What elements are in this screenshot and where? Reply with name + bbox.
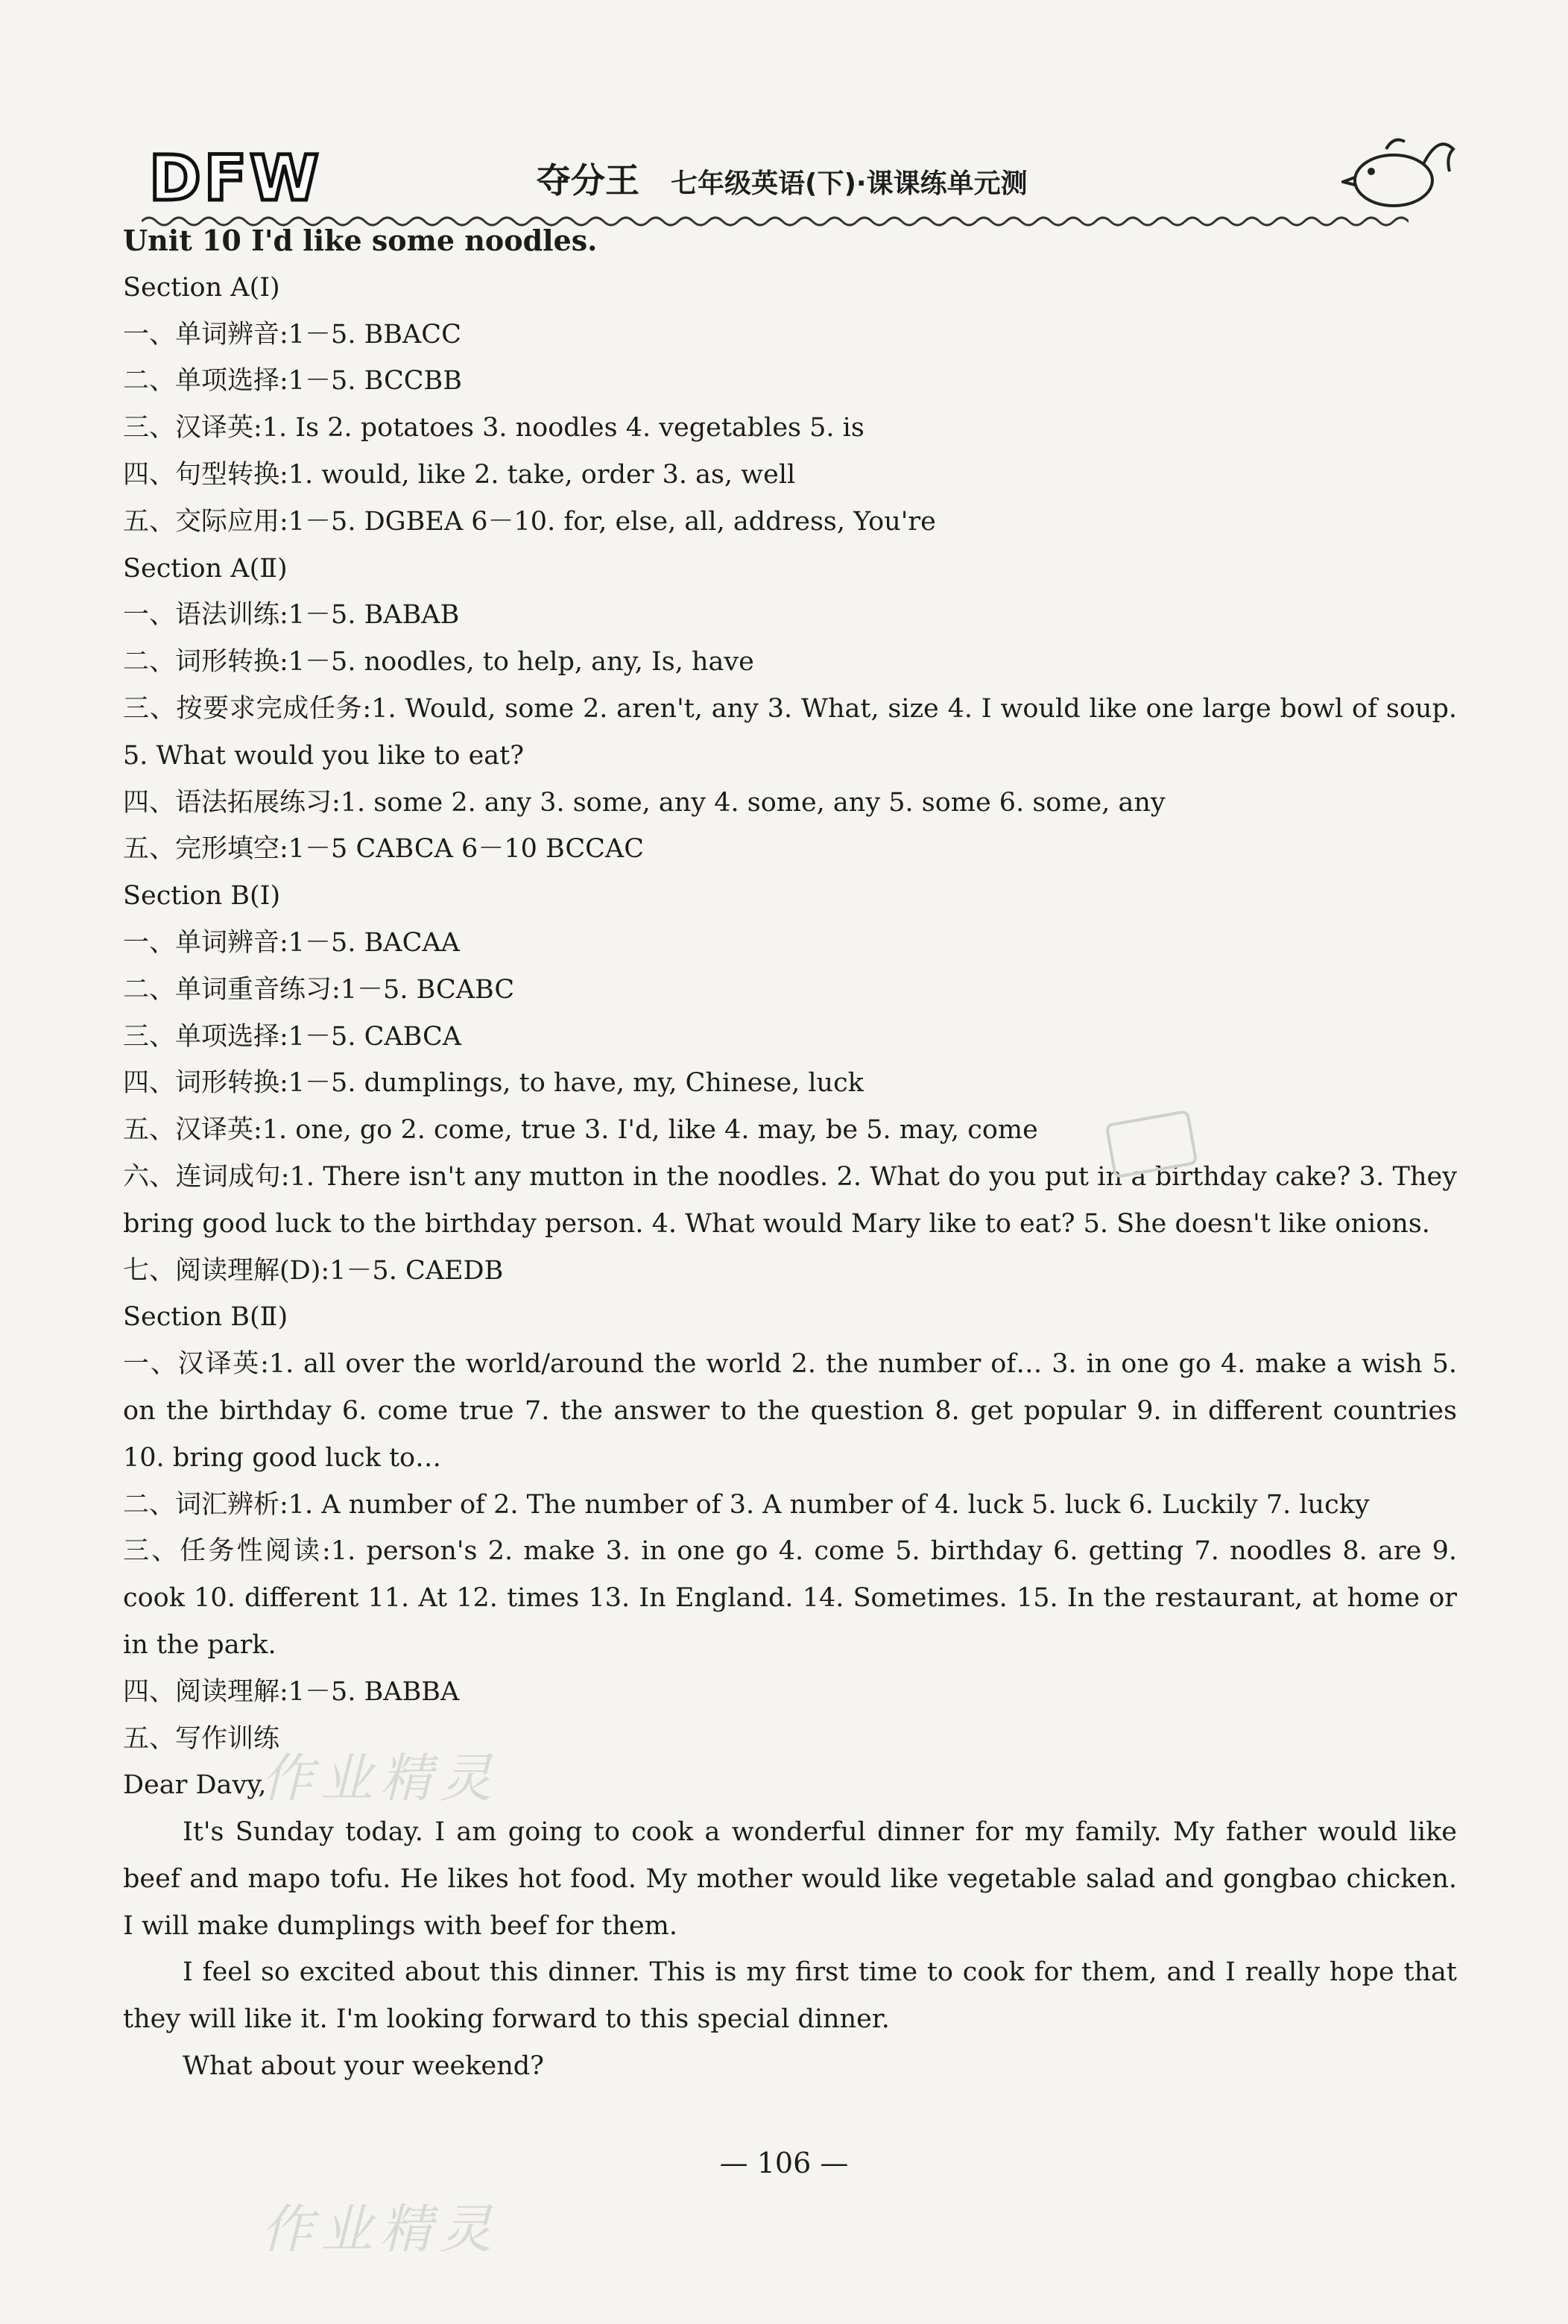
answer-line: 二、单项选择:1－5. BCCBB (123, 366, 462, 397)
answer-line: 五、交际应用:1－5. DGBEA 6－10. for, else, all, address, You're (123, 506, 936, 537)
bird-icon (1341, 134, 1461, 216)
answer-line: Section A(Ⅱ) (123, 553, 288, 584)
answer-line: Dear Davy, (123, 1770, 267, 1801)
answer-line: Section B(Ⅱ) (123, 1302, 288, 1333)
answer-lines (123, 265, 1457, 2090)
dfw-logo: DFW (149, 142, 322, 215)
answer-line: 四、句型转换:1. would, like 2. take, order 3. as, well (123, 459, 796, 490)
letter-paragraph: What about your weekend? (183, 2051, 544, 2082)
answer-line: 三、汉译英:1. Is 2. potatoes 3. noodles 4. vegetables 5. is (123, 413, 864, 443)
brand-name: 夺分王 (537, 160, 639, 200)
page-number: — 106 — (719, 2147, 849, 2179)
answer-line: 七、阅读理解(D):1－5. CAEDB (123, 1255, 504, 1286)
answer-line: 一、语法训练:1－5. BABAB (123, 600, 460, 631)
answer-line: 三、按要求完成任务:1. Would, some 2. aren't, any 3. What, size 4. I would like one large bowl of soup. 5. What would you like to eat? (123, 693, 1457, 771)
letter-paragraph: I feel so excited about this dinner. This is my first time to cook for them, and I really hope that they will like it. I'm looking forward to this special dinner. (123, 1957, 1457, 2035)
letter-paragraph: It's Sunday today. I am going to cook a wonderful dinner for my family. My father would like beef and mapo tofu. He likes hot food. My mother would like vegetable salad and gongbao chicken. I will make dumplings with beef for them. (123, 1817, 1457, 1941)
answer-line: 二、单词重音练习:1－5. BCABC (123, 974, 515, 1005)
answer-line: 五、汉译英:1. one, go 2. come, true 3. I'd, like 4. may, be 5. may, come (123, 1115, 1038, 1146)
answer-line: 一、汉译英:1. all over the world/around the world 2. the number of… 3. in one go 4. make a wish 5. on the birthday 6. come true 7. the answer to the question 8. get popular 9. in different countries 10. bring good luck to… (123, 1349, 1457, 1473)
watermark: 作业精灵 (261, 1748, 499, 1809)
answer-line: 一、单词辨音:1－5. BBACC (123, 319, 461, 350)
stamp-icon (1103, 1111, 1200, 1178)
answer-line: 五、写作训练 (123, 1723, 280, 1754)
answer-line: 五、完形填空:1－5 CABCA 6－10 BCCAC (123, 834, 644, 865)
answer-line: 二、词汇辨析:1. A number of 2. The number of 3. A number of 4. luck 5. luck 6. Luckily 7. lucky (123, 1489, 1370, 1520)
answer-line: Section B(Ⅰ) (123, 881, 281, 912)
answer-line: 四、语法拓展练习:1. some 2. any 3. some, any 4. some, any 5. some 6. some, any (123, 787, 1166, 818)
book-subtitle: 七年级英语(下)·课课练单元测 (671, 168, 1028, 199)
answer-line: 六、连词成句:1. There isn't any mutton in the noodles. 2. What do you put in a birthday cake? 3. They bring good luck to the birthday person. 4. What would Mary like to eat? 5. She doesn't like onions. (123, 1161, 1457, 1239)
unit-title: Unit 10 I'd like some noodles. (123, 224, 598, 257)
answer-line: 四、阅读理解:1－5. BABBA (123, 1676, 460, 1707)
answer-line: 四、词形转换:1－5. dumplings, to have, my, Chinese, luck (123, 1068, 864, 1099)
answer-line: 三、单项选择:1－5. CABCA (123, 1021, 462, 1052)
answer-line: 二、词形转换:1－5. noodles, to help, any, Is, have (123, 647, 754, 678)
answer-line: 三、任务性阅读:1. person's 2. make 3. in one go 4. come 5. birthday 6. getting 7. noodles 8. are 9. cook 10. different 11. At 12. times 13. In England. 14. Sometimes. 15. In the restaurant, at home or in the park. (123, 1536, 1457, 1660)
answer-line: Section A(Ⅰ) (123, 272, 280, 303)
answer-line: 一、单词辨音:1－5. BACAA (123, 927, 460, 958)
watermark: 作业精灵 (261, 2199, 499, 2260)
